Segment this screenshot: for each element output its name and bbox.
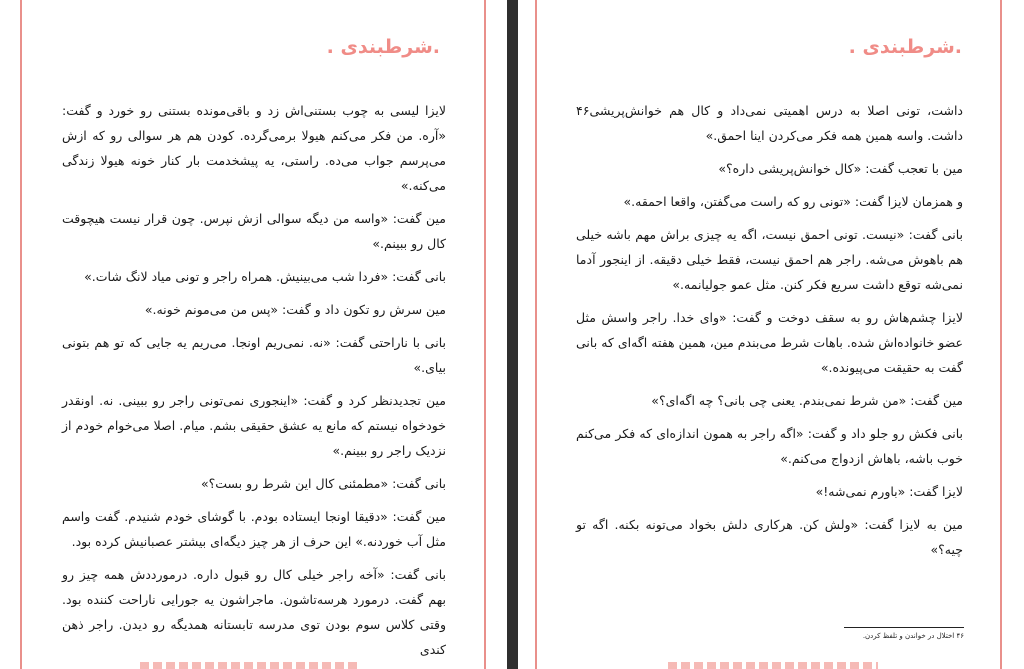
paragraph: مین گفت: «من شرط نمی‌بندم. یعنی چی بانی؟ چه اگه‌ای؟» (651, 393, 963, 408)
paragraph: بانی گفت: «فردا شب می‌بینیش. همراه راجر و تونی میاد لانگ شات.» (84, 269, 446, 284)
paragraph: بانی گفت: «نیست. تونی احمق نیست، اگه یه چیزی براش مهم باشه خیلی هم باهوش می‌شه. راجر هم احمق نیست، فقط خیلی دقیقه. از اینجور آدما نمی‌شه توقع داشت سریع فکر کنن. مثل عمو جولیانمه.» (576, 227, 963, 292)
paragraph: لایزا چشم‌هاش رو به سقف دوخت و گفت: «وای خدا. راجر واسش مثل عضو خانواده‌اش شده. باهات شرط می‌بندم مین، همین هفته اگه‌ای که بانی گفت به حقیقت می‌پیونده.» (576, 310, 963, 375)
paragraph: مین تجدیدنظر کرد و گفت: «اینجوری نمی‌تونی راجر رو ببینی. نه. اونقدر خودخواه نیستم که مانع یه عشق حقیقی بشم. میام. اصلا می‌خوام خودم از نزدیک راجر رو ببینم.» (62, 393, 446, 458)
paragraph: مین با تعجب گفت: «کال خوانش‌پریشی داره؟» (718, 161, 963, 176)
right-margin-rule (1000, 0, 1002, 669)
paragraph: بانی با ناراحتی گفت: «نه. نمی‌ریم اونجا. می‌ریم یه جایی که تو هم بتونی بیای.» (62, 335, 446, 375)
right-page (518, 0, 1024, 669)
paragraph: بانی گفت: «مطمئنی کال این شرط رو بست؟» (200, 476, 446, 491)
paragraph: داشت، تونی اصلا به درس اهمیتی نمی‌داد و کال هم خوانش‌پریشی۴۶ داشت. واسه همین همه فکر می‌کردن اینا احمق‌.» (576, 103, 963, 143)
paragraph: مین به لایزا گفت: «ولش کن. هرکاری دلش بخواد می‌تونه بکنه. اگه تو چیه؟» (576, 517, 963, 557)
page-header-title: .شرطبندی . (326, 36, 440, 58)
next-line-clip (668, 662, 878, 669)
paragraph: بانی فکش رو جلو داد و گفت: «اگه راجر به همون اندازه‌ای که فکر می‌کنم خوب باشه، باهاش ازدواج می‌کنم.» (576, 426, 963, 466)
page-header-title: .شرطبندی . (848, 36, 962, 58)
paragraph: بانی گفت: «آخه راجر خیلی کال رو قبول داره. درمورددش همه چیز رو بهم گفت. درمورد هرسه‌تاشون. ماجراشون یه جورایی ناراحت کننده بود. وقتی کلاس سوم بودن توی مدرسه تابستانه همدیگه رو دیدن. راجر ذهن کندی (62, 567, 446, 657)
page-body-text (576, 98, 963, 570)
left-margin-rule (20, 0, 22, 669)
paragraph: مین گفت: «واسه من دیگه سوالی ازش نپرس. چون قرار نیست هیچوقت کال رو ببینم.» (62, 211, 446, 251)
paragraph: لایزا لیسی به چوب بستنی‌اش زد و باقی‌مونده بستنی رو خورد و گفت: «آره. من فکر می‌کنم هیولا برمی‌گرده. کودن هم هر سوالی رو که ازش می‌پرسم جواب می‌ده. راستی، یه پیشخدمت بار کنار خونه هیولا زندگی می‌کنه.» (62, 103, 446, 193)
paragraph: لایزا گفت: «باورم نمی‌شه!» (815, 484, 963, 499)
right-margin-rule (484, 0, 486, 669)
footnote-separator (844, 627, 964, 628)
page-gap (507, 0, 518, 669)
next-line-clip (140, 662, 360, 669)
left-page (0, 0, 507, 669)
page-body-text (62, 98, 446, 669)
paragraph: مین سرش رو تکون داد و گفت: «پس من می‌مونم خونه.» (144, 302, 446, 317)
footnote-text: ۴۶ اختلال در خواندن و تلفظ کردن. (862, 632, 964, 640)
paragraph: مین گفت: «دقیقا اونجا ایستاده بودم. با گوشای خودم شنیدم. گفت واسم مثل آب خوردنه.» این حرف از هر چیز دیگه‌ای بیشتر عصبانیش کرده بود. (62, 509, 446, 549)
paragraph: و همزمان لایزا گفت: «تونی رو که راست می‌گفتن، واقعا احمقه.» (623, 194, 963, 209)
left-margin-rule (535, 0, 537, 669)
